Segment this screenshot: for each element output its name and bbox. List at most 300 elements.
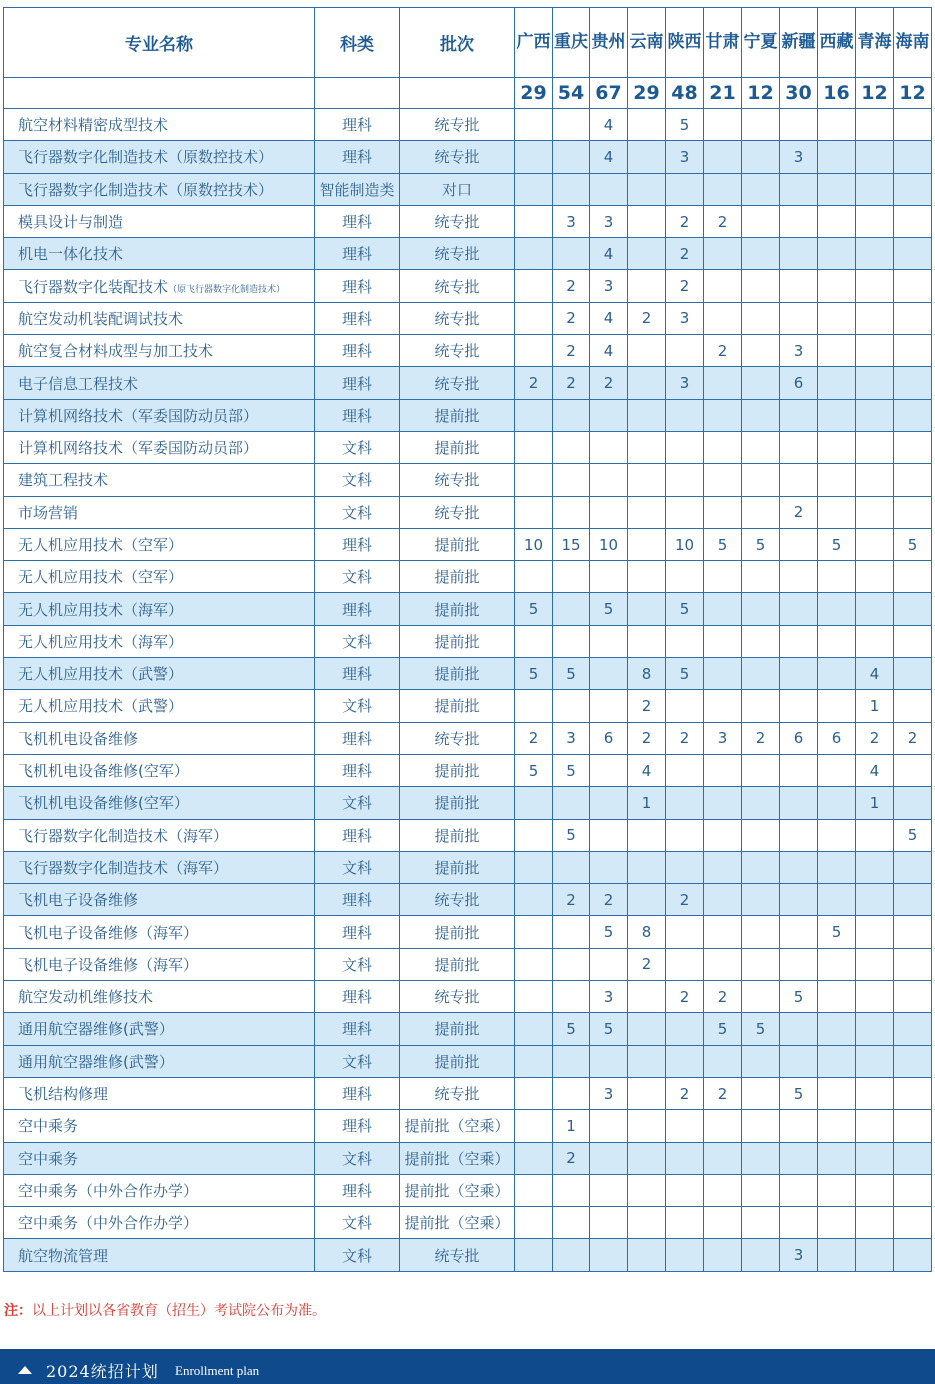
- quota-cell: [628, 205, 666, 237]
- quota-cell: [553, 1045, 590, 1077]
- table-row: [4, 335, 932, 367]
- quota-cell: [856, 109, 894, 141]
- footer-subtitle: Enrollment plan: [175, 1363, 260, 1378]
- batch-cell: 统专批: [400, 335, 515, 367]
- quota-cell: [818, 464, 856, 496]
- quota-cell: [742, 367, 780, 399]
- table-row: [4, 141, 932, 173]
- quota-cell: [894, 561, 932, 593]
- quota-cell: [856, 496, 894, 528]
- major-name: 飞机机电设备维修: [18, 729, 139, 748]
- quota-cell: [742, 238, 780, 270]
- major-name: 飞行器数字化制造技术（原数控技术）: [18, 180, 274, 199]
- category-cell: 文科: [315, 851, 400, 883]
- quota-cell: [742, 884, 780, 916]
- quota-cell: 10: [666, 528, 704, 560]
- quota-cell: [818, 948, 856, 980]
- quota-cell: [856, 173, 894, 205]
- quota-cell: 5: [666, 109, 704, 141]
- quota-cell: 2: [704, 335, 742, 367]
- quota-cell: [628, 1013, 666, 1045]
- quota-cell: [553, 1174, 590, 1206]
- quota-cell: [628, 981, 666, 1013]
- quota-cell: 6: [590, 722, 628, 754]
- quota-cell: [856, 464, 894, 496]
- quota-cell: [894, 754, 932, 786]
- quota-cell: [894, 173, 932, 205]
- quota-cell: [780, 302, 818, 334]
- category-cell: 理科: [315, 399, 400, 431]
- quota-cell: [894, 464, 932, 496]
- quota-cell: [894, 496, 932, 528]
- quota-cell: [894, 1110, 932, 1142]
- batch-cell: 统专批: [400, 496, 515, 528]
- quota-cell: [894, 625, 932, 657]
- quota-cell: [780, 1142, 818, 1174]
- quota-cell: [894, 1013, 932, 1045]
- quota-cell: [704, 399, 742, 431]
- quota-cell: [780, 851, 818, 883]
- quota-cell: [742, 302, 780, 334]
- batch-cell: 统专批: [400, 1077, 515, 1109]
- quota-cell: [628, 1045, 666, 1077]
- batch-cell: 提前批: [400, 593, 515, 625]
- quota-cell: [742, 593, 780, 625]
- quota-cell: 3: [553, 205, 590, 237]
- quota-cell: [742, 109, 780, 141]
- quota-cell: [704, 1174, 742, 1206]
- quota-cell: [818, 561, 856, 593]
- quota-cell: [666, 464, 704, 496]
- batch-cell: 提前批: [400, 625, 515, 657]
- major-name-cell: [4, 109, 315, 141]
- quota-cell: [666, 561, 704, 593]
- quota-cell: [515, 948, 553, 980]
- quota-cell: [894, 1174, 932, 1206]
- batch-cell: 提前批（空乘）: [400, 1207, 515, 1239]
- major-name-cell: [4, 238, 315, 270]
- major-name-cell: [4, 819, 315, 851]
- column-header-category: 科类: [315, 8, 400, 78]
- category-cell: 理科: [315, 658, 400, 690]
- quota-cell: [818, 1174, 856, 1206]
- quota-cell: [818, 1239, 856, 1271]
- quota-cell: [894, 1207, 932, 1239]
- quota-cell: 3: [704, 722, 742, 754]
- quota-cell: [818, 270, 856, 302]
- quota-cell: [628, 593, 666, 625]
- batch-cell: 提前批: [400, 851, 515, 883]
- category-cell: 理科: [315, 335, 400, 367]
- quota-cell: 3: [590, 981, 628, 1013]
- quota-cell: [515, 981, 553, 1013]
- major-name: 电子信息工程技术: [18, 374, 139, 393]
- quota-cell: [742, 625, 780, 657]
- major-name: 市场营销: [18, 503, 79, 522]
- quota-cell: [628, 1077, 666, 1109]
- quota-cell: [742, 173, 780, 205]
- major-name: 无人机应用技术（海军）: [18, 600, 184, 619]
- quota-cell: [742, 948, 780, 980]
- quota-cell: 5: [780, 981, 818, 1013]
- quota-cell: [628, 464, 666, 496]
- quota-cell: 2: [666, 722, 704, 754]
- quota-cell: [515, 464, 553, 496]
- quota-cell: [666, 335, 704, 367]
- major-name-cell: [4, 464, 315, 496]
- quota-cell: 5: [818, 528, 856, 560]
- major-name-cell: [4, 1239, 315, 1271]
- quota-cell: [742, 496, 780, 528]
- table-row: [4, 851, 932, 883]
- major-name-cell: [4, 722, 315, 754]
- quota-cell: [515, 302, 553, 334]
- table-row: [4, 819, 932, 851]
- quota-cell: [704, 1110, 742, 1142]
- quota-cell: 8: [628, 916, 666, 948]
- batch-cell: 统专批: [400, 302, 515, 334]
- quota-cell: 4: [628, 754, 666, 786]
- quota-cell: [704, 884, 742, 916]
- quota-cell: [515, 238, 553, 270]
- quota-cell: [628, 399, 666, 431]
- quota-cell: 2: [628, 948, 666, 980]
- column-header-province: 贵州: [590, 8, 628, 78]
- quota-cell: 10: [590, 528, 628, 560]
- quota-cell: [515, 851, 553, 883]
- major-name-cell: [4, 1174, 315, 1206]
- quota-cell: [780, 625, 818, 657]
- quota-cell: [780, 948, 818, 980]
- triangle-up-icon: [18, 1366, 32, 1374]
- quota-cell: 3: [590, 270, 628, 302]
- quota-cell: [780, 464, 818, 496]
- quota-cell: [894, 205, 932, 237]
- category-cell: 理科: [315, 528, 400, 560]
- major-name-cell: [4, 851, 315, 883]
- table-row: [4, 270, 932, 302]
- quota-cell: [894, 367, 932, 399]
- table-row: [4, 1207, 932, 1239]
- batch-cell: 统专批: [400, 722, 515, 754]
- quota-cell: [553, 690, 590, 722]
- quota-cell: [742, 981, 780, 1013]
- major-name: 计算机网络技术（军委国防动员部）: [18, 439, 259, 458]
- quota-cell: [704, 787, 742, 819]
- batch-cell: 提前批: [400, 916, 515, 948]
- major-name-note: （原飞行器数字化制造技术）: [168, 284, 286, 295]
- quota-cell: 5: [780, 1077, 818, 1109]
- quota-cell: [590, 1174, 628, 1206]
- quota-cell: [666, 399, 704, 431]
- batch-cell: 对口: [400, 173, 515, 205]
- quota-cell: [553, 787, 590, 819]
- table-row: [4, 561, 932, 593]
- quota-cell: [590, 819, 628, 851]
- quota-cell: [742, 205, 780, 237]
- quota-cell: [666, 1110, 704, 1142]
- quota-cell: [894, 141, 932, 173]
- quota-cell: [856, 141, 894, 173]
- province-total: 16: [818, 78, 856, 109]
- quota-cell: [553, 173, 590, 205]
- quota-cell: [515, 1110, 553, 1142]
- quota-cell: [894, 399, 932, 431]
- quota-cell: [856, 1110, 894, 1142]
- footnote-label: 注：: [4, 1303, 32, 1319]
- quota-cell: [780, 238, 818, 270]
- footnote: [4, 1300, 326, 1320]
- quota-cell: [515, 496, 553, 528]
- category-cell: 理科: [315, 205, 400, 237]
- batch-cell: 提前批: [400, 948, 515, 980]
- major-name: 飞行器数字化制造技术（原数控技术）: [18, 148, 274, 167]
- major-name: 空中乘务（中外合作办学）: [18, 1181, 199, 1200]
- quota-cell: [628, 884, 666, 916]
- major-name: 飞行器数字化制造技术（海军）: [18, 858, 229, 877]
- province-total: 67: [590, 78, 628, 109]
- quota-cell: 4: [590, 109, 628, 141]
- quota-cell: [704, 625, 742, 657]
- quota-cell: [780, 1110, 818, 1142]
- major-name: 飞机机电设备维修(空军）: [18, 794, 189, 813]
- quota-cell: [818, 981, 856, 1013]
- category-cell: 理科: [315, 722, 400, 754]
- category-cell: 文科: [315, 431, 400, 463]
- quota-cell: [515, 173, 553, 205]
- category-cell: 理科: [315, 916, 400, 948]
- quota-cell: [856, 1174, 894, 1206]
- quota-cell: [742, 561, 780, 593]
- quota-cell: 5: [515, 593, 553, 625]
- table-row: [4, 916, 932, 948]
- quota-cell: 5: [515, 754, 553, 786]
- quota-cell: [704, 1045, 742, 1077]
- quota-cell: 5: [553, 754, 590, 786]
- quota-cell: [780, 690, 818, 722]
- category-cell: 理科: [315, 981, 400, 1013]
- quota-cell: [515, 1239, 553, 1271]
- major-name-cell: [4, 625, 315, 657]
- column-header-major-name: 专业名称: [4, 8, 315, 78]
- major-name: 模具设计与制造: [18, 213, 124, 232]
- quota-cell: [704, 658, 742, 690]
- quota-cell: [780, 1207, 818, 1239]
- quota-cell: 2: [628, 722, 666, 754]
- quota-cell: [780, 173, 818, 205]
- quota-cell: [818, 335, 856, 367]
- quota-cell: 5: [590, 1013, 628, 1045]
- quota-cell: [856, 367, 894, 399]
- quota-cell: [780, 916, 818, 948]
- quota-cell: 2: [704, 1077, 742, 1109]
- quota-cell: [780, 561, 818, 593]
- major-name-cell: [4, 593, 315, 625]
- quota-cell: [515, 109, 553, 141]
- quota-cell: [553, 1239, 590, 1271]
- major-name: 空中乘务（中外合作办学）: [18, 1214, 199, 1233]
- quota-cell: 4: [856, 754, 894, 786]
- header-row: [4, 8, 932, 78]
- quota-cell: [515, 270, 553, 302]
- category-cell: 文科: [315, 690, 400, 722]
- quota-cell: [515, 625, 553, 657]
- quota-cell: 4: [590, 141, 628, 173]
- quota-cell: 3: [666, 367, 704, 399]
- quota-cell: [666, 1207, 704, 1239]
- quota-cell: 5: [553, 819, 590, 851]
- quota-cell: [666, 787, 704, 819]
- quota-cell: [742, 1045, 780, 1077]
- major-name: 飞机结构修理: [18, 1085, 109, 1104]
- quota-cell: [818, 884, 856, 916]
- quota-cell: [742, 658, 780, 690]
- quota-cell: [818, 1077, 856, 1109]
- quota-cell: 6: [780, 722, 818, 754]
- batch-cell: 统专批: [400, 367, 515, 399]
- quota-cell: [666, 1239, 704, 1271]
- quota-cell: [818, 173, 856, 205]
- category-cell: 文科: [315, 1142, 400, 1174]
- category-cell: 文科: [315, 1239, 400, 1271]
- quota-cell: [590, 754, 628, 786]
- quota-cell: 5: [742, 1013, 780, 1045]
- category-cell: 理科: [315, 1013, 400, 1045]
- quota-cell: [856, 528, 894, 560]
- quota-cell: [553, 561, 590, 593]
- quota-cell: [515, 1045, 553, 1077]
- quota-cell: [628, 561, 666, 593]
- quota-cell: [553, 851, 590, 883]
- quota-cell: [590, 431, 628, 463]
- quota-cell: [553, 981, 590, 1013]
- major-name-cell: [4, 302, 315, 334]
- quota-cell: 5: [553, 658, 590, 690]
- total-blank-cell: [400, 78, 515, 109]
- column-header-province: 海南: [894, 8, 932, 78]
- quota-cell: [704, 464, 742, 496]
- quota-cell: [856, 1207, 894, 1239]
- quota-cell: [818, 367, 856, 399]
- quota-cell: [628, 109, 666, 141]
- major-name-cell: [4, 884, 315, 916]
- major-name-cell: [4, 205, 315, 237]
- quota-cell: [515, 884, 553, 916]
- batch-cell: 提前批（空乘）: [400, 1142, 515, 1174]
- quota-cell: [818, 787, 856, 819]
- major-name-cell: [4, 787, 315, 819]
- quota-cell: 5: [894, 819, 932, 851]
- quota-cell: [628, 431, 666, 463]
- table-row: [4, 528, 932, 560]
- major-name: 无人机应用技术（武警）: [18, 697, 184, 716]
- quota-cell: [628, 1142, 666, 1174]
- quota-cell: [628, 625, 666, 657]
- quota-cell: [704, 851, 742, 883]
- quota-cell: [704, 561, 742, 593]
- quota-cell: [780, 884, 818, 916]
- major-name: 空中乘务: [18, 1149, 79, 1168]
- quota-cell: 5: [704, 528, 742, 560]
- quota-cell: [856, 593, 894, 625]
- quota-cell: [818, 238, 856, 270]
- quota-cell: 5: [590, 593, 628, 625]
- quota-cell: [742, 1077, 780, 1109]
- batch-cell: 提前批: [400, 528, 515, 560]
- quota-cell: 5: [894, 528, 932, 560]
- major-name-cell: [4, 270, 315, 302]
- quota-cell: [856, 205, 894, 237]
- quota-cell: 2: [704, 981, 742, 1013]
- quota-cell: [704, 238, 742, 270]
- quota-cell: [780, 528, 818, 560]
- quota-cell: [590, 1045, 628, 1077]
- quota-cell: [742, 1239, 780, 1271]
- category-cell: 智能制造类: [315, 173, 400, 205]
- quota-cell: 3: [553, 722, 590, 754]
- quota-cell: [780, 819, 818, 851]
- batch-cell: 统专批: [400, 270, 515, 302]
- quota-cell: [894, 593, 932, 625]
- table-row: [4, 238, 932, 270]
- major-name: 飞机电子设备维修（海军）: [18, 955, 199, 974]
- column-header-province: 陕西: [666, 8, 704, 78]
- quota-cell: [856, 335, 894, 367]
- major-name: 空中乘务: [18, 1117, 79, 1136]
- major-name-cell: [4, 1110, 315, 1142]
- enrollment-plan-table: [3, 7, 932, 1272]
- quota-cell: [780, 593, 818, 625]
- batch-cell: 提前批: [400, 819, 515, 851]
- quota-cell: [590, 399, 628, 431]
- quota-cell: [628, 1239, 666, 1271]
- quota-cell: [666, 690, 704, 722]
- column-header-province: 青海: [856, 8, 894, 78]
- quota-cell: [553, 1077, 590, 1109]
- major-name-cell: [4, 1207, 315, 1239]
- quota-cell: [590, 464, 628, 496]
- quota-cell: [704, 916, 742, 948]
- quota-cell: [590, 1207, 628, 1239]
- quota-cell: [780, 109, 818, 141]
- table-row: [4, 431, 932, 463]
- quota-cell: [515, 561, 553, 593]
- major-name: 飞机电子设备维修: [18, 891, 139, 910]
- quota-cell: [628, 819, 666, 851]
- quota-cell: 8: [628, 658, 666, 690]
- quota-cell: [894, 335, 932, 367]
- footer-title: 2024统招计划: [46, 1362, 159, 1381]
- major-name-cell: [4, 561, 315, 593]
- quota-cell: [856, 884, 894, 916]
- table-row: [4, 690, 932, 722]
- quota-cell: [590, 1239, 628, 1271]
- quota-cell: [590, 625, 628, 657]
- quota-cell: 4: [590, 302, 628, 334]
- quota-cell: 5: [553, 1013, 590, 1045]
- major-name-cell: [4, 754, 315, 786]
- quota-cell: [628, 1207, 666, 1239]
- quota-cell: [818, 205, 856, 237]
- column-header-province: 甘肃: [704, 8, 742, 78]
- quota-cell: [780, 754, 818, 786]
- category-cell: 文科: [315, 625, 400, 657]
- quota-cell: [704, 1142, 742, 1174]
- quota-cell: 2: [590, 367, 628, 399]
- table-row: [4, 109, 932, 141]
- quota-cell: [780, 399, 818, 431]
- quota-cell: [894, 270, 932, 302]
